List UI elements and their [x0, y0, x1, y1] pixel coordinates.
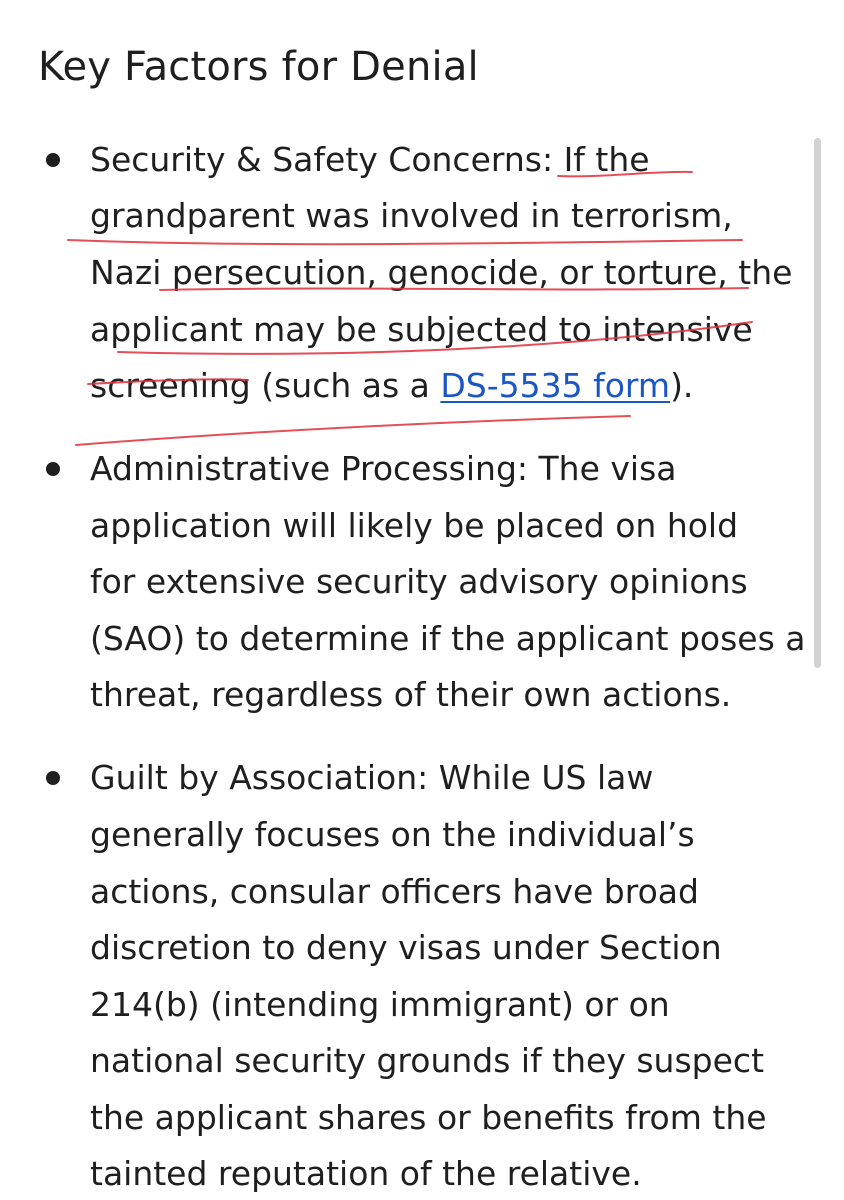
text-line: [90, 366, 693, 406]
text-line: discretion to deny visas under Section: [90, 928, 722, 967]
section-title: Key Factors for Denial: [38, 44, 479, 90]
ds-5535-form-link[interactable]: DS-5535 form: [440, 366, 671, 405]
text-line: actions, consular officers have broad: [90, 872, 699, 911]
text-line: (SAO) to determine if the applicant poses a: [90, 619, 806, 658]
text-line: national security grounds if they suspect: [90, 1041, 765, 1080]
text-line: for extensive security advisory opinions: [90, 562, 748, 601]
bullet-icon: [46, 462, 60, 476]
text-line: the applicant shares or benefits from the: [90, 1098, 767, 1137]
scrollbar[interactable]: [814, 138, 821, 668]
text-line: Guilt by Association: While US law: [90, 758, 654, 797]
bullet-icon: [46, 153, 60, 167]
text-fragment: screening (such as a: [90, 366, 441, 405]
text-line: 214(b) (intending immigrant) or on: [90, 985, 670, 1024]
text-line: applicant may be subjected to intensive: [90, 310, 753, 349]
text-line: Administrative Processing: The visa: [90, 449, 677, 488]
text-line: Nazi persecution, genocide, or torture, the: [90, 253, 793, 292]
text-line: generally focuses on the individual’s: [90, 815, 695, 854]
text-fragment: ).: [670, 366, 694, 405]
text-line: application will likely be placed on hold: [90, 506, 739, 545]
bullet-icon: [46, 771, 60, 785]
text-line: threat, regardless of their own actions.: [90, 675, 732, 714]
text-line: tainted reputation of the relative.: [90, 1154, 642, 1193]
text-line: Security & Safety Concerns: If the: [90, 140, 650, 179]
text-line: grandparent was involved in terrorism,: [90, 196, 733, 235]
